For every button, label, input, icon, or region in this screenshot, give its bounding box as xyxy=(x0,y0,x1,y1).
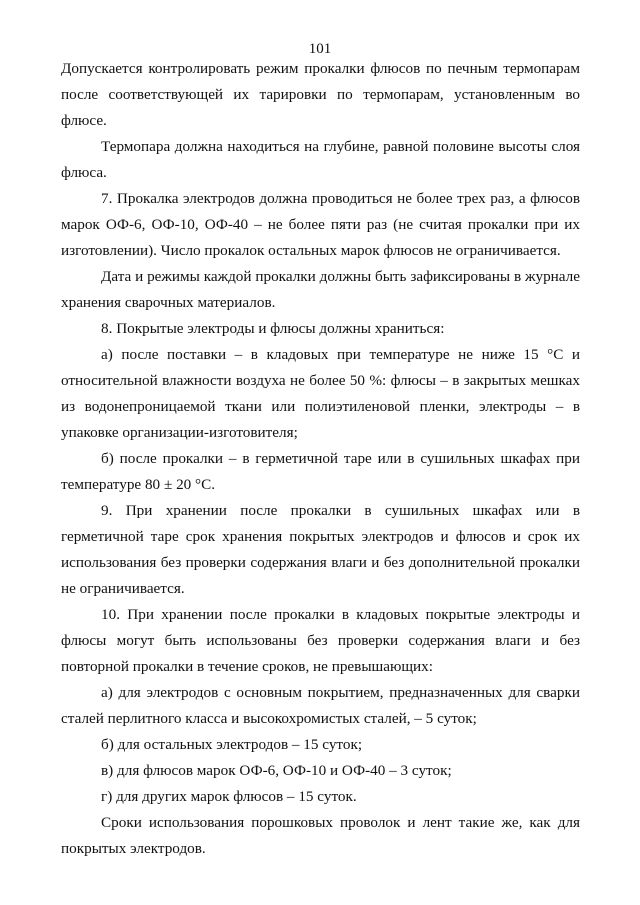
paragraph-item-10d: г) для других марок флюсов – 15 суток. xyxy=(101,788,357,805)
paragraph-item-10: 10. При хранении после прокалки в кладовых покрытые электроды и флюсы могут быть использованы без проверки содержания влаги и без повторной прокалки в течение сроков, не превышающих: xyxy=(61,606,580,675)
paragraph-flux-cored-wire: Сроки использования порошковых проволок и лент такие же, как для покрытых электродов. xyxy=(61,814,580,857)
paragraph-item-8a: а) после поставки – в кладовых при температуре не ниже 15 °С и относительной влажности воздуха не более 50 %: флюсы – в закрытых мешках из водонепроницаемой ткани или полиэтиленовой пленки, электроды – в упаковке организации-изготовителя; xyxy=(61,346,580,441)
page-number: 101 xyxy=(308,41,332,57)
paragraph-item-10b: б) для остальных электродов – 15 суток; xyxy=(101,736,363,753)
paragraph-item-7: 7. Прокалка электродов должна проводиться не более трех раз, а флюсов марок ОФ-6, ОФ-10, ОФ-40 – не более пяти раз (не считая прокалки при их изготовлении). Число прокалок остальных марок флюсов не ограничивается. xyxy=(61,190,580,259)
document-body xyxy=(61,56,580,862)
paragraph-thermocouple-control: Допускается контролировать режим прокалки флюсов по печным термопарам после соответствующей их тарировки по термопарам, установленным во флюсе. xyxy=(61,60,580,129)
paragraph-item-10c: в) для флюсов марок ОФ-6, ОФ-10 и ОФ-40 – 3 суток; xyxy=(101,762,452,779)
paragraph-journal: Дата и режимы каждой прокалки должны быть зафиксированы в журнале хранения сварочных материалов. xyxy=(61,268,580,311)
paragraph-item-9: 9. При хранении после прокалки в сушильных шкафах или в герметичной таре срок хранения покрытых электродов и флюсов и срок их использования без проверки содержания влаги и без дополнительной прокалки не ограничивается. xyxy=(61,502,580,597)
paragraph-item-10a: а) для электродов с основным покрытием, предназначенных для сварки сталей перлитного класса и высокохромистых сталей, – 5 суток; xyxy=(61,684,580,727)
paragraph-item-8: 8. Покрытые электроды и флюсы должны храниться: xyxy=(101,320,445,337)
paragraph-item-8b: б) после прокалки – в герметичной таре или в сушильных шкафах при температуре 80 ± 20 °С. xyxy=(61,450,580,493)
paragraph-thermocouple-depth: Термопара должна находиться на глубине, равной половине высоты слоя флюса. xyxy=(61,138,580,181)
